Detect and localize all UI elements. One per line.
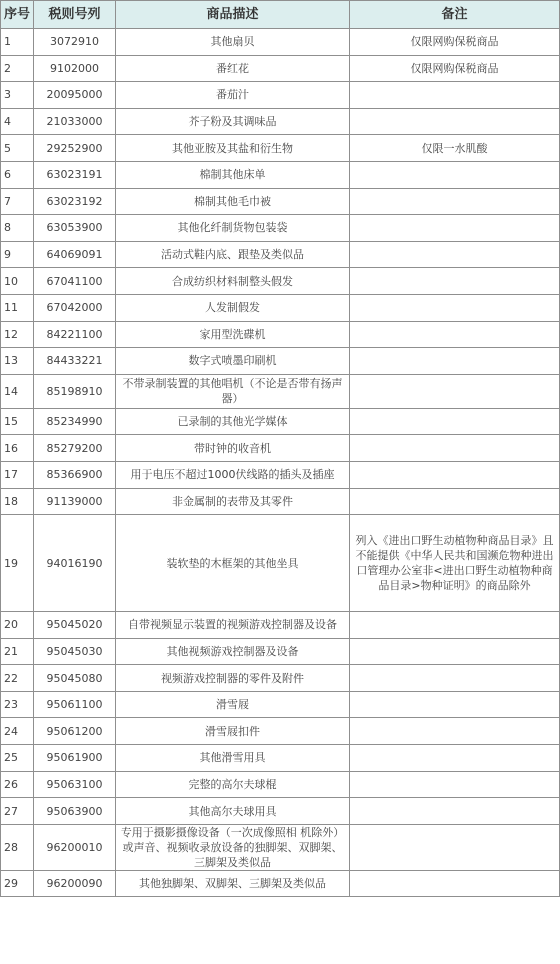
description-cell: 其他亚胺及其盐和衍生物 [116,135,350,162]
description-cell: 滑雪屐 [116,691,350,718]
tariff-code-cell: 85198910 [34,374,116,408]
tariff-code-cell: 85366900 [34,461,116,488]
table-row [1,348,560,375]
tariff-code-cell: 64069091 [34,241,116,268]
tariff-code-cell: 29252900 [34,135,116,162]
header-seq: 序号 [1,1,34,29]
table-row [1,29,560,56]
tariff-code-cell: 3072910 [34,29,116,56]
table-row [1,408,560,435]
seq-cell: 19 [1,515,34,612]
table-row [1,435,560,462]
description-cell: 用于电压不超过1000伏线路的插头及插座 [116,461,350,488]
table-row [1,294,560,321]
description-cell: 其他化纤制货物包装袋 [116,215,350,242]
table-row [1,108,560,135]
seq-cell: 3 [1,82,34,109]
note-cell: 仅限一水肌酸 [350,135,560,162]
note-cell [350,188,560,215]
description-cell: 其他独脚架、双脚架、三脚架及类似品 [116,870,350,897]
table-row [1,135,560,162]
table-header [1,1,560,29]
table-row [1,215,560,242]
description-cell: 自带视频显示装置的视频游戏控制器及设备 [116,612,350,639]
table-row [1,771,560,798]
description-cell: 完整的高尔夫球棍 [116,771,350,798]
note-cell [350,771,560,798]
note-cell [350,870,560,897]
note-cell [350,824,560,870]
tariff-code-cell: 67041100 [34,268,116,295]
note-cell [350,241,560,268]
tariff-code-cell: 95061900 [34,745,116,772]
seq-cell: 28 [1,824,34,870]
seq-cell: 5 [1,135,34,162]
seq-cell: 4 [1,108,34,135]
description-cell: 棉制其他毛巾被 [116,188,350,215]
table-row [1,488,560,515]
note-cell [350,612,560,639]
header-row [1,1,560,29]
note-cell [350,374,560,408]
seq-cell: 15 [1,408,34,435]
table-body [1,29,560,897]
description-cell: 番茄汁 [116,82,350,109]
description-cell: 非金属制的表带及其零件 [116,488,350,515]
description-cell: 装软垫的木框架的其他坐具 [116,515,350,612]
tariff-code-cell: 96200010 [34,824,116,870]
note-cell [350,321,560,348]
tariff-code-cell: 95063900 [34,798,116,825]
seq-cell: 29 [1,870,34,897]
seq-cell: 24 [1,718,34,745]
note-cell [350,108,560,135]
tariff-code-cell: 85234990 [34,408,116,435]
description-cell: 人发制假发 [116,294,350,321]
table-row [1,321,560,348]
tariff-code-cell: 91139000 [34,488,116,515]
table-row [1,515,560,612]
seq-cell: 23 [1,691,34,718]
seq-cell: 1 [1,29,34,56]
tariff-code-cell: 96200090 [34,870,116,897]
note-cell [350,488,560,515]
description-cell: 其他滑雪用具 [116,745,350,772]
description-cell: 活动式鞋内底、跟垫及类似品 [116,241,350,268]
description-cell: 芥子粉及其调味品 [116,108,350,135]
tariff-code-cell: 20095000 [34,82,116,109]
seq-cell: 12 [1,321,34,348]
seq-cell: 11 [1,294,34,321]
note-cell [350,161,560,188]
tariff-code-cell: 95063100 [34,771,116,798]
seq-cell: 21 [1,638,34,665]
table-row [1,268,560,295]
description-cell: 番红花 [116,55,350,82]
seq-cell: 14 [1,374,34,408]
tariff-code-cell: 95061200 [34,718,116,745]
tariff-code-cell: 94016190 [34,515,116,612]
seq-cell: 6 [1,161,34,188]
seq-cell: 20 [1,612,34,639]
description-cell: 数字式喷墨印刷机 [116,348,350,375]
tariff-code-cell: 84221100 [34,321,116,348]
note-cell [350,215,560,242]
table-row [1,638,560,665]
seq-cell: 27 [1,798,34,825]
description-cell: 其他视频游戏控制器及设备 [116,638,350,665]
note-cell [350,82,560,109]
description-cell: 带时钟的收音机 [116,435,350,462]
note-cell: 列入《进出口野生动植物种商品目录》且不能提供《中华人民共和国濒危物种进出口管理办公室非<进出口野生动植物种商品目录>物种证明》的商品除外 [350,515,560,612]
tariff-code-cell: 63023192 [34,188,116,215]
tariff-code-cell: 63053900 [34,215,116,242]
note-cell [350,665,560,692]
table-row [1,241,560,268]
seq-cell: 13 [1,348,34,375]
note-cell [350,798,560,825]
tariff-code-cell: 63023191 [34,161,116,188]
seq-cell: 10 [1,268,34,295]
seq-cell: 18 [1,488,34,515]
note-cell [350,745,560,772]
description-cell: 其他高尔夫球用具 [116,798,350,825]
tariff-code-cell: 9102000 [34,55,116,82]
tariff-code-cell: 21033000 [34,108,116,135]
description-cell: 合成纺织材料制整头假发 [116,268,350,295]
table-row [1,82,560,109]
table-row [1,612,560,639]
table-row [1,665,560,692]
table-row [1,718,560,745]
note-cell [350,718,560,745]
tariff-code-cell: 95061100 [34,691,116,718]
tariff-code-cell: 95045030 [34,638,116,665]
tariff-code-cell: 95045020 [34,612,116,639]
seq-cell: 17 [1,461,34,488]
table-row [1,188,560,215]
description-cell: 不带录制装置的其他唱机（不论是否带有扬声器） [116,374,350,408]
header-code: 税则号列 [34,1,116,29]
seq-cell: 7 [1,188,34,215]
description-cell: 专用于摄影摄像设备（一次成像照相 机除外）或声音、视频收录放设备的独脚架、双脚架、三脚架及类似品 [116,824,350,870]
table-row [1,798,560,825]
note-cell [350,691,560,718]
table-row [1,870,560,897]
table-row [1,55,560,82]
seq-cell: 16 [1,435,34,462]
seq-cell: 8 [1,215,34,242]
description-cell: 家用型洗碟机 [116,321,350,348]
table-row [1,461,560,488]
note-cell [350,294,560,321]
tariff-code-cell: 95045080 [34,665,116,692]
note-cell [350,408,560,435]
description-cell: 视频游戏控制器的零件及附件 [116,665,350,692]
note-cell [350,461,560,488]
header-note: 备注 [350,1,560,29]
tariff-code-cell: 84433221 [34,348,116,375]
description-cell: 棉制其他床单 [116,161,350,188]
description-cell: 其他扇贝 [116,29,350,56]
tariff-code-cell: 67042000 [34,294,116,321]
table-row [1,745,560,772]
note-cell [350,348,560,375]
table-row [1,374,560,408]
seq-cell: 9 [1,241,34,268]
seq-cell: 2 [1,55,34,82]
table-row [1,161,560,188]
table-row [1,691,560,718]
note-cell: 仅限网购保税商品 [350,55,560,82]
note-cell [350,435,560,462]
note-cell: 仅限网购保税商品 [350,29,560,56]
note-cell [350,638,560,665]
tariff-code-cell: 85279200 [34,435,116,462]
seq-cell: 26 [1,771,34,798]
header-desc: 商品描述 [116,1,350,29]
seq-cell: 25 [1,745,34,772]
description-cell: 已录制的其他光学媒体 [116,408,350,435]
note-cell [350,268,560,295]
description-cell: 滑雪屐扣件 [116,718,350,745]
table-row [1,824,560,870]
seq-cell: 22 [1,665,34,692]
